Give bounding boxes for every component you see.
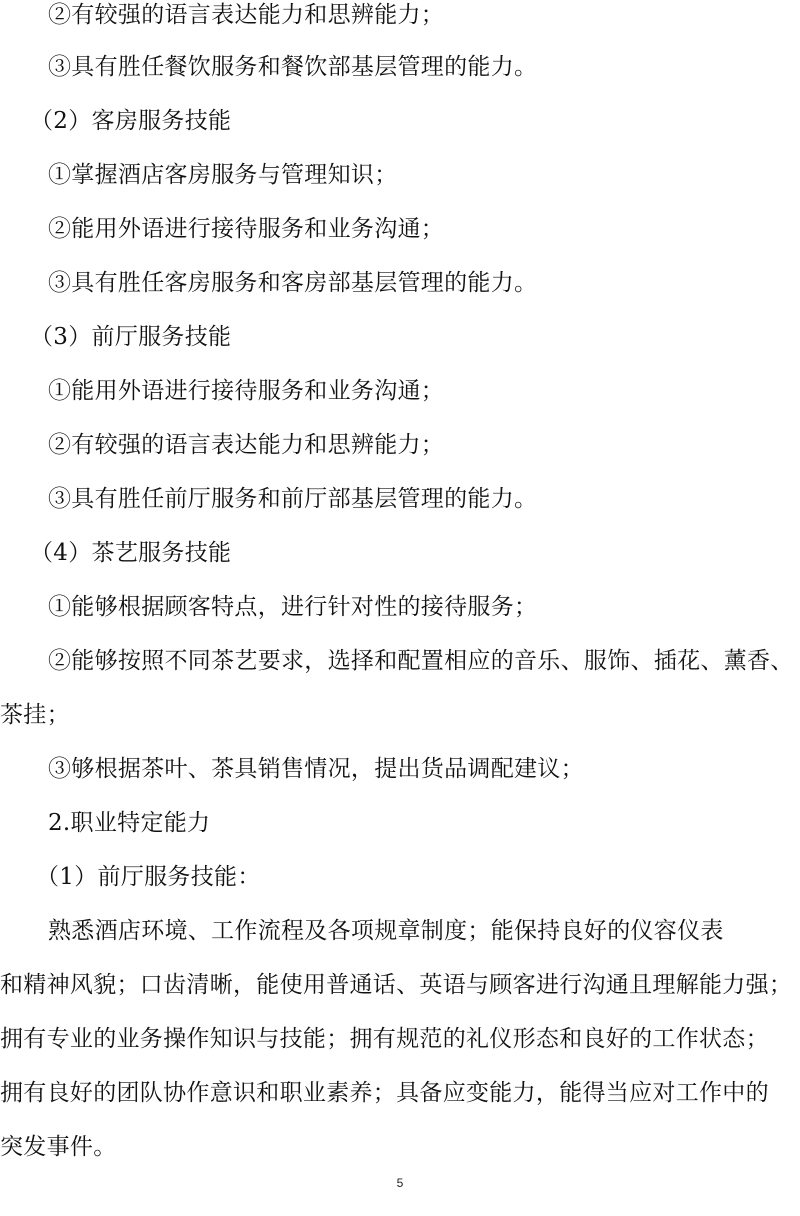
paragraph-line: 熟悉酒店环境、工作流程及各项规章制度；能保持良好的仪容仪表 — [48, 918, 724, 944]
text-line: ②能够按照不同茶艺要求，选择和配置相应的音乐、服饰、插花、薰香、 — [48, 648, 794, 674]
text-line: ①掌握酒店客房服务与管理知识； — [48, 162, 398, 188]
text-line: 茶挂； — [0, 702, 70, 728]
section-heading: （4）茶艺服务技能 — [30, 540, 232, 566]
paragraph-line: 突发事件。 — [0, 1134, 117, 1160]
paragraph-line: 拥有良好的团队协作意识和职业素养；具备应变能力，能得当应对工作中的 — [0, 1080, 769, 1106]
text-line: ③具有胜任前厅服务和前厅部基层管理的能力。 — [48, 486, 538, 512]
section-heading: （1）前厅服务技能： — [36, 864, 261, 890]
text-line: ②有较强的语言表达能力和思辨能力； — [48, 432, 445, 458]
section-heading: （2）客房服务技能 — [30, 108, 232, 134]
page-number: 5 — [396, 1176, 404, 1190]
paragraph-line: 和精神风貌；口齿清晰，能使用普通话、英语与顾客进行沟通且理解能力强； — [0, 972, 793, 998]
text-line: ②有较强的语言表达能力和思辨能力； — [48, 2, 445, 28]
text-line: ③具有胜任客房服务和客房部基层管理的能力。 — [48, 270, 538, 296]
text-line: ③具有胜任餐饮服务和餐饮部基层管理的能力。 — [48, 54, 538, 80]
text-line: ②能用外语进行接待服务和业务沟通； — [48, 216, 445, 242]
paragraph-line: 拥有专业的业务操作知识与技能；拥有规范的礼仪形态和良好的工作状态； — [0, 1026, 769, 1052]
text-line: ①能用外语进行接待服务和业务沟通； — [48, 378, 445, 404]
text-line: ①能够根据顾客特点，进行针对性的接待服务； — [48, 594, 538, 620]
text-line: ③够根据茶叶、茶具销售情况，提出货品调配建议； — [48, 756, 584, 782]
section-heading: 2.职业特定能力 — [48, 810, 211, 836]
section-heading: （3）前厅服务技能 — [30, 324, 232, 350]
